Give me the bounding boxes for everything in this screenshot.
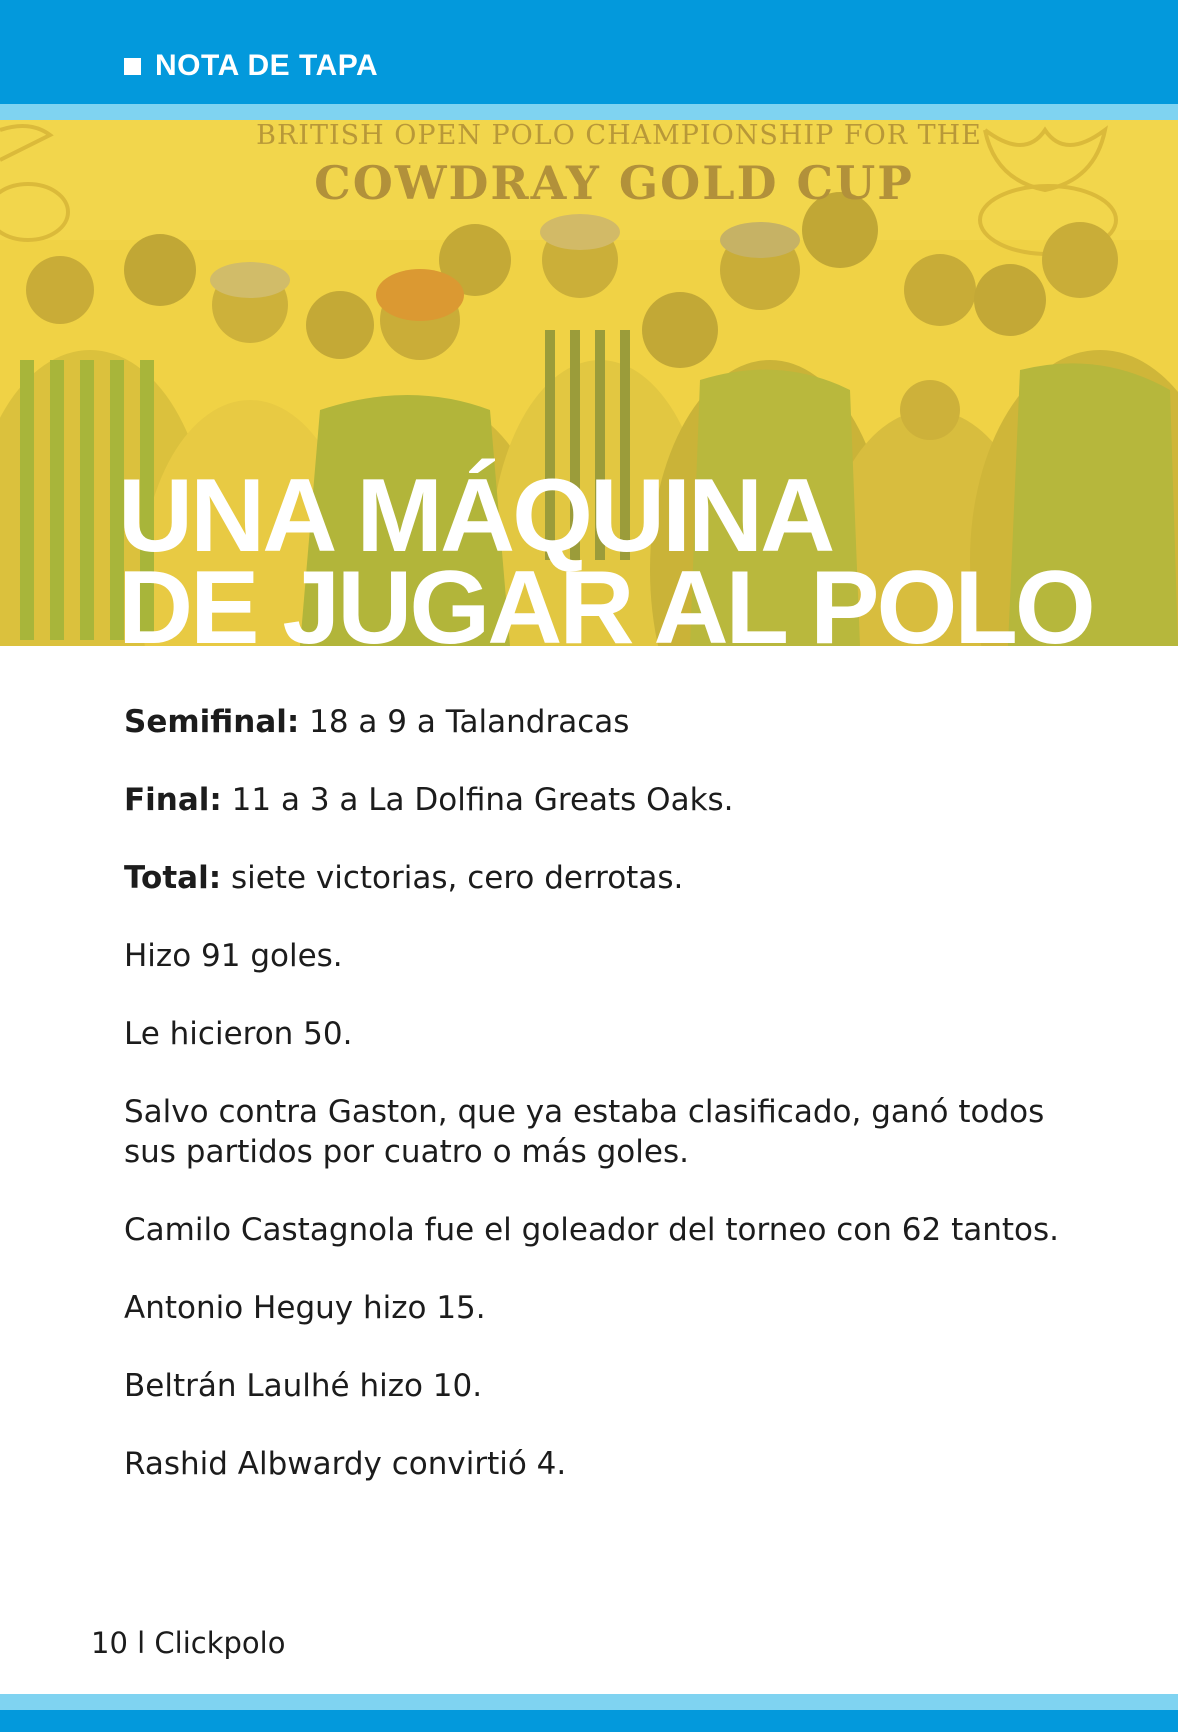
bottom-bar xyxy=(0,1710,1178,1732)
headline-line-2: DE JUGAR AL POLO xyxy=(118,550,1093,646)
paragraph: Beltrán Laulhé hizo 10. xyxy=(124,1368,483,1404)
banner-subtitle: BRITISH OPEN POLO CHAMPIONSHIP FOR THE xyxy=(256,120,982,151)
stat-label: Semifinal: xyxy=(124,704,300,740)
banner-title: COWDRAY GOLD CUP xyxy=(314,156,914,210)
square-bullet-icon xyxy=(124,58,141,75)
section-label xyxy=(124,44,378,88)
article-body xyxy=(124,702,1084,1484)
stat-text: siete victorias, cero derrotas. xyxy=(221,860,684,896)
paragraph: Salvo contra Gaston, que ya estaba clasificado, ganó todos sus partidos por cuatro o más goles. xyxy=(124,1094,1045,1170)
page-footer: 10 l Clickpolo xyxy=(91,1626,286,1660)
stat-final xyxy=(124,780,1084,820)
paragraph: Hizo 91 goles. xyxy=(124,938,343,974)
stat-total xyxy=(124,858,1084,898)
stat-text: 18 a 9 a Talandracas xyxy=(299,704,630,740)
headline xyxy=(118,458,1093,646)
stat-label: Final: xyxy=(124,782,222,818)
stat-semifinal xyxy=(124,702,1084,742)
stat-label: Total: xyxy=(124,860,222,896)
headline-line-1: UNA MÁQUINA xyxy=(118,458,833,574)
section-label-text: NOTA DE TAPA xyxy=(155,49,379,82)
paragraph: Camilo Castagnola fue el goleador del torneo con 62 tantos. xyxy=(124,1212,1059,1248)
top-bar-stripe xyxy=(0,104,1178,120)
paragraph: Rashid Albwardy convirtió 4. xyxy=(124,1446,567,1482)
paragraph: Le hicieron 50. xyxy=(124,1016,353,1052)
stat-text: 11 a 3 a La Dolfina Greats Oaks. xyxy=(221,782,734,818)
bottom-bar-stripe xyxy=(0,1694,1178,1710)
paragraph: Antonio Heguy hizo 15. xyxy=(124,1290,486,1326)
hero-photo xyxy=(0,120,1178,646)
